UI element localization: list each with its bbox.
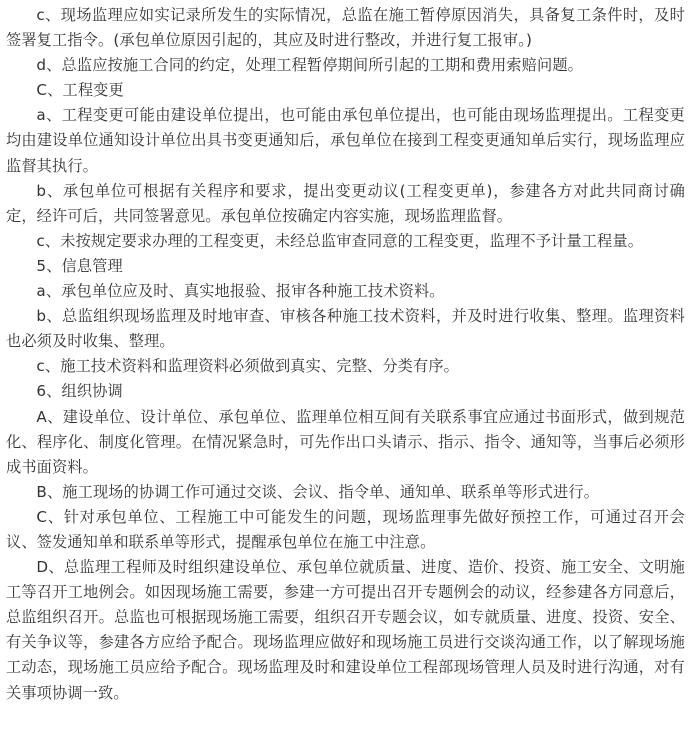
heading-engineering-change: C、工程变更 (36, 81, 124, 100)
paragraph-review-data: b、总监组织现场监理及时地审查、审核各种施工技术资料，并及时进行收集、整理。监理资料也必须及时收集、整理。 (6, 307, 685, 351)
paragraph-change-proposal: a、工程变更可能由建设单位提出，也可能由承包单位提出，也可能由现场监理提出。工程变更均由建设单位通知设计单位出具书变更通知后，承包单位在接到工程变更通知单后实行，现场监理应监督其执行。 (6, 106, 685, 175)
paragraph-site-meetings: D、总监理工程师及时组织建设单位、承包单位就质量、进度、造价、投资、施工安全、文明施工等召开工地例会。如因现场施工需要，参建一方可提出召开专题例会的动议，经参建各方同意后，总监组织召开。总监也可根据现场施工需要，组织召开专题会议，如专就质量、进度、投资、安全、有关争议等，参建各方应给予配合。现场监理应做好和现场施工员进行交谈沟通工作，以了解现场施工动态，现场施工员应给予配合。现场监理及时和建设单位工程部现场管理人员及时进行沟通，对有关事项协调一致。 (6, 558, 685, 702)
paragraph-claims: d、总监应按施工合同的约定，处理工程暂停期间所引起的工期和费用索赔问题。 (36, 56, 583, 75)
paragraph-change-motion: b、承包单位可根据有关程序和要求，提出变更动议(工程变更单)，参建各方对此共同商讨确定，经许可后，共同签署意见。承包单位按确定内容实施，现场监理监督。 (6, 181, 685, 225)
paragraph-data-quality: c、施工技术资料和监理资料必须做到真实、完整、分类有序。 (36, 357, 460, 376)
paragraph-written-contact: A、建设单位、设计单位、承包单位、监理单位相互间有关联系事宜应通过书面形式，做到规范化、程序化、制度化管理。在情况紧急时，可先作出口头请示、指示、指令、通知等，当事后必须形成书面资料。 (6, 407, 685, 476)
paragraph-site-coordination: B、施工现场的协调工作可通过交谈、会议、指令单、通知单、联系单等形式进行。 (36, 482, 600, 501)
heading-coordination: 6、组织协调 (36, 382, 123, 401)
paragraph-submit-data: a、承包单位应及时、真实地报验、报审各种施工技术资料。 (36, 282, 445, 301)
heading-information-management: 5、信息管理 (36, 256, 123, 275)
paragraph-resume-order: c、现场监理应如实记录所发生的实际情况，总监在施工暂停原因消失，具备复工条件时，及时签署复工指令。(承包单位原因引起的，其应及时进行整改，并进行复工报审。) (6, 6, 685, 50)
paragraph-unapproved-change: c、未按规定要求办理的工程变更，未经总监审查同意的工程变更，监理不予计量工程量。 (36, 231, 644, 250)
paragraph-pre-control: C、针对承包单位、工程施工中可能发生的问题，现场监理事先做好预控工作，可通过召开会议、签发通知单和联系单等形式，提醒承包单位在施工中注意。 (6, 507, 685, 551)
